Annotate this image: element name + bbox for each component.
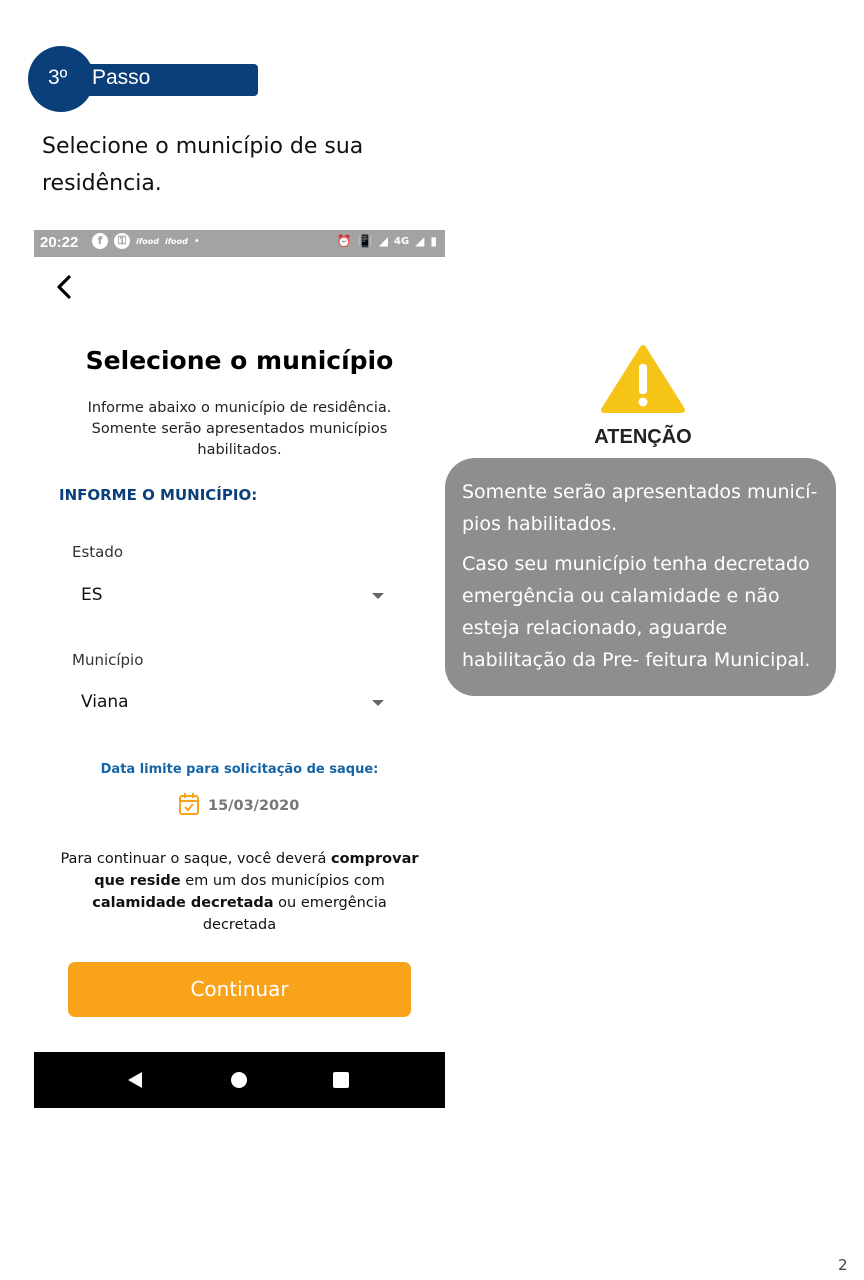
section-label: INFORME O MUNICÍPIO: (59, 486, 258, 504)
key-icon: ⚿ (114, 233, 130, 249)
dot-icon: • (193, 235, 200, 247)
step-instruction: Selecione o município de sua residência. (42, 134, 364, 196)
nav-recents-icon[interactable] (333, 1072, 349, 1088)
deadline-date: 15/03/2020 (208, 798, 300, 814)
battery-icon: ▮ (430, 234, 437, 248)
step-label: Passo (92, 66, 151, 89)
city-select[interactable]: Viana (81, 692, 129, 712)
notice-part: Para continuar o saque, você deverá (60, 851, 331, 867)
notice-bold: calamidade decretada (92, 895, 274, 911)
network-type: 4G (393, 235, 410, 247)
android-nav-bar (34, 1052, 445, 1108)
status-time: 20:22 (40, 234, 79, 251)
calendar-icon (178, 792, 200, 820)
signal-icon-2: ◢ (415, 234, 425, 248)
notice-part: ou emergência decretada (202, 895, 387, 933)
deadline-row (178, 792, 299, 820)
chevron-down-icon[interactable] (372, 700, 384, 706)
continue-button[interactable]: Continuar (68, 962, 411, 1017)
state-field-label: Estado (72, 543, 124, 561)
vibrate-icon: 📳 (357, 234, 373, 248)
screen-subtitle: Informe abaixo o município de residência. Somente serão apresentados municípios habilitados. (87, 400, 392, 458)
phone-screen (34, 230, 445, 1108)
ifood-icon: ifood (136, 236, 159, 246)
notice-text (58, 848, 421, 936)
chevron-down-icon[interactable] (372, 593, 384, 599)
page-number: 2 (838, 1256, 848, 1274)
nav-home-icon[interactable] (231, 1072, 247, 1088)
system-icons (337, 234, 437, 248)
step-number: 3º (48, 66, 68, 89)
city-field-label: Município (72, 651, 144, 669)
ifood-icon-2: ifood (164, 236, 188, 246)
alarm-icon: ⏰ (336, 234, 352, 248)
nav-back-icon[interactable] (128, 1072, 142, 1088)
attention-paragraph: Caso seu município tenha decretado emergência ou calamidade e não esteja relacionado, aguarde habilitação da Pre- feitura Municipal. (462, 553, 811, 671)
state-select[interactable]: ES (81, 585, 103, 605)
facebook-icon: f (92, 233, 108, 249)
notification-icons (92, 233, 200, 249)
attention-box (445, 458, 836, 696)
notice-bold: comprovar que reside (94, 851, 419, 889)
warning-icon (600, 344, 686, 418)
notice-part: em um dos municípios com (180, 873, 385, 889)
signal-icon: ◢ (378, 234, 388, 248)
status-bar (34, 230, 445, 257)
screen-title: Selecione o município (85, 346, 394, 375)
attention-title: ATENÇÃO (594, 426, 692, 448)
deadline-label: Data limite para solicitação de saque: (100, 762, 379, 777)
attention-paragraph: Somente serão apresentados municí- pios habilitados. (462, 481, 818, 535)
back-arrow-icon[interactable] (52, 272, 80, 302)
